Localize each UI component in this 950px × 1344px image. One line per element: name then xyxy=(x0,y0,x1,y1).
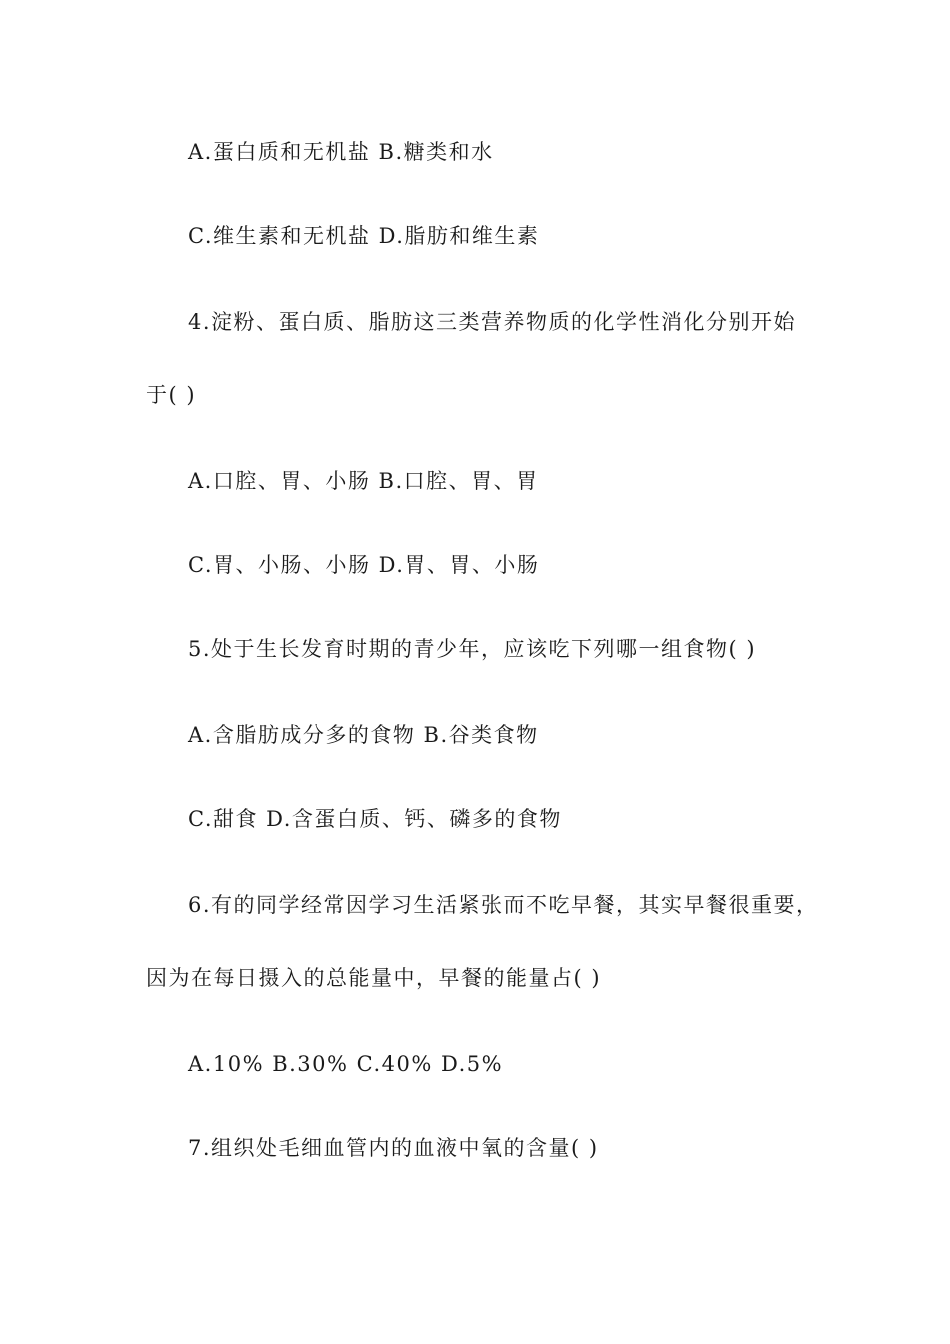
question-7: 7.组织处毛细血管内的血液中氧的含量( ) xyxy=(188,1136,599,1160)
option-line-q3-ab: A.蛋白质和无机盐 B.糖类和水 xyxy=(188,140,494,164)
question-4-line-2: 于( ) xyxy=(146,383,197,407)
option-line-q3-cd: C.维生素和无机盐 D.脂肪和维生素 xyxy=(188,224,540,248)
option-line-q6: A.10% B.30% C.40% D.5% xyxy=(188,1052,504,1076)
option-line-q5-cd: C.甜食 D.含蛋白质、钙、磷多的食物 xyxy=(188,807,562,831)
question-6-line-2: 因为在每日摄入的总能量中，早餐的能量占( ) xyxy=(146,966,602,990)
option-line-q4-cd: C.胃、小肠、小肠 D.胃、胃、小肠 xyxy=(188,553,540,577)
question-6-line-1: 6.有的同学经常因学习生活紧张而不吃早餐，其实早餐很重要， xyxy=(188,893,819,917)
question-5: 5.处于生长发育时期的青少年，应该吃下列哪一组食物( ) xyxy=(188,637,757,661)
option-line-q5-ab: A.含脂肪成分多的食物 B.谷类食物 xyxy=(188,723,539,747)
option-line-q4-ab: A.口腔、胃、小肠 B.口腔、胃、胃 xyxy=(188,469,539,493)
question-4-line-1: 4.淀粉、蛋白质、脂肪这三类营养物质的化学性消化分别开始 xyxy=(188,310,797,334)
